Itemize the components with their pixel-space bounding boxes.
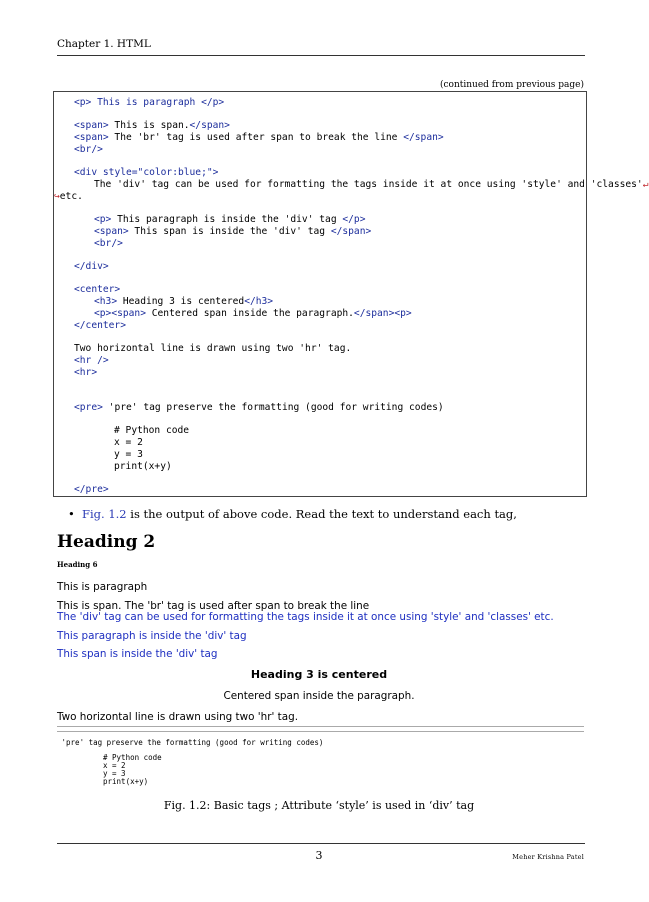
footer-rule [57, 843, 585, 844]
code-line: <hr /> [74, 355, 109, 366]
code-line: <span> This is span.</span> [74, 120, 230, 131]
continued-note: (continued from previous page) [439, 80, 584, 90]
code-line: <hr> [74, 367, 98, 378]
code-line: x = 2 [114, 437, 143, 448]
code-line: The 'div' tag can be used for formatting the tags inside it at once using 'style' and 'classes'↵ [94, 179, 649, 190]
header-rule [57, 55, 585, 56]
code-line: <p><span> Centered span inside the paragraph.</span><p> [94, 308, 412, 319]
output-paragraph: This is paragraph [57, 581, 148, 593]
horizontal-rule [57, 731, 584, 732]
output-centered-span: Centered span inside the paragraph. [223, 690, 415, 702]
horizontal-rule [57, 726, 584, 727]
output-pre-code: y = 3 [103, 769, 126, 778]
output-heading-2: Heading 2 [57, 532, 156, 552]
output-heading-3: Heading 3 is centered [250, 668, 388, 681]
line-wrap-icon: ↵ [642, 179, 649, 190]
output-span-br: This is span. The 'br' tag is used after span to break the line [57, 600, 370, 612]
code-line: </div> [74, 261, 109, 272]
code-block [53, 91, 649, 497]
figure-caption: Fig. 1.2: Basic tags ; Attribute ‘style’ is used in ‘div’ tag [163, 799, 475, 812]
code-line: <br/> [94, 238, 123, 249]
output-hr-text: Two horizontal line is drawn using two 'hr' tag. [57, 711, 299, 723]
running-header: Chapter 1. HTML [57, 38, 151, 50]
code-line: <p> This paragraph is inside the 'div' tag </p> [94, 214, 366, 225]
output-div-paragraph: This paragraph is inside the 'div' tag [57, 630, 247, 642]
output-pre-code: x = 2 [103, 761, 126, 770]
code-line: <div style="color:blue;"> [74, 167, 219, 178]
code-line: </pre> [74, 484, 109, 495]
output-heading-6: Heading 6 [57, 560, 98, 569]
code-line: ↪etc. [54, 191, 83, 202]
output-pre-line: 'pre' tag preserve the formatting (good for writing codes) [57, 738, 324, 747]
code-line: <p> This is paragraph </p> [74, 97, 225, 108]
output-pre-code: print(x+y) [103, 777, 149, 786]
code-line: <span> This span is inside the 'div' tag </span> [94, 226, 372, 237]
code-line: # Python code [114, 425, 190, 436]
code-line: Two horizontal line is drawn using two 'hr' tag. [74, 343, 352, 354]
footer-author: Meher Krishna Patel [512, 853, 584, 861]
line-continue-icon: ↪ [54, 191, 60, 202]
code-line: <h3> Heading 3 is centered</h3> [94, 296, 274, 307]
code-line: </center> [74, 320, 126, 331]
code-line: <center> [74, 284, 121, 295]
code-line: <span> The 'br' tag is used after span to break the line </span> [74, 132, 444, 143]
code-line: <br/> [74, 144, 103, 155]
code-line: <pre> 'pre' tag preserve the formatting (good for writing codes) [74, 402, 444, 413]
code-line: print(x+y) [114, 461, 172, 472]
page-number: 3 [315, 849, 323, 862]
code-line: y = 3 [114, 449, 143, 460]
bullet-item: • Fig. 1.2 is the output of above code. Read the text to understand each tag, [68, 507, 517, 521]
output-div-span: This span is inside the 'div' tag [57, 648, 218, 660]
output-div-text: The 'div' tag can be used for formatting the tags inside it at once using 'style' and 'classes' etc. [57, 611, 554, 623]
output-pre-code: # Python code [103, 753, 162, 762]
figure-link[interactable]: Fig. 1.2 [82, 507, 127, 521]
bullet-icon: • [68, 507, 75, 521]
